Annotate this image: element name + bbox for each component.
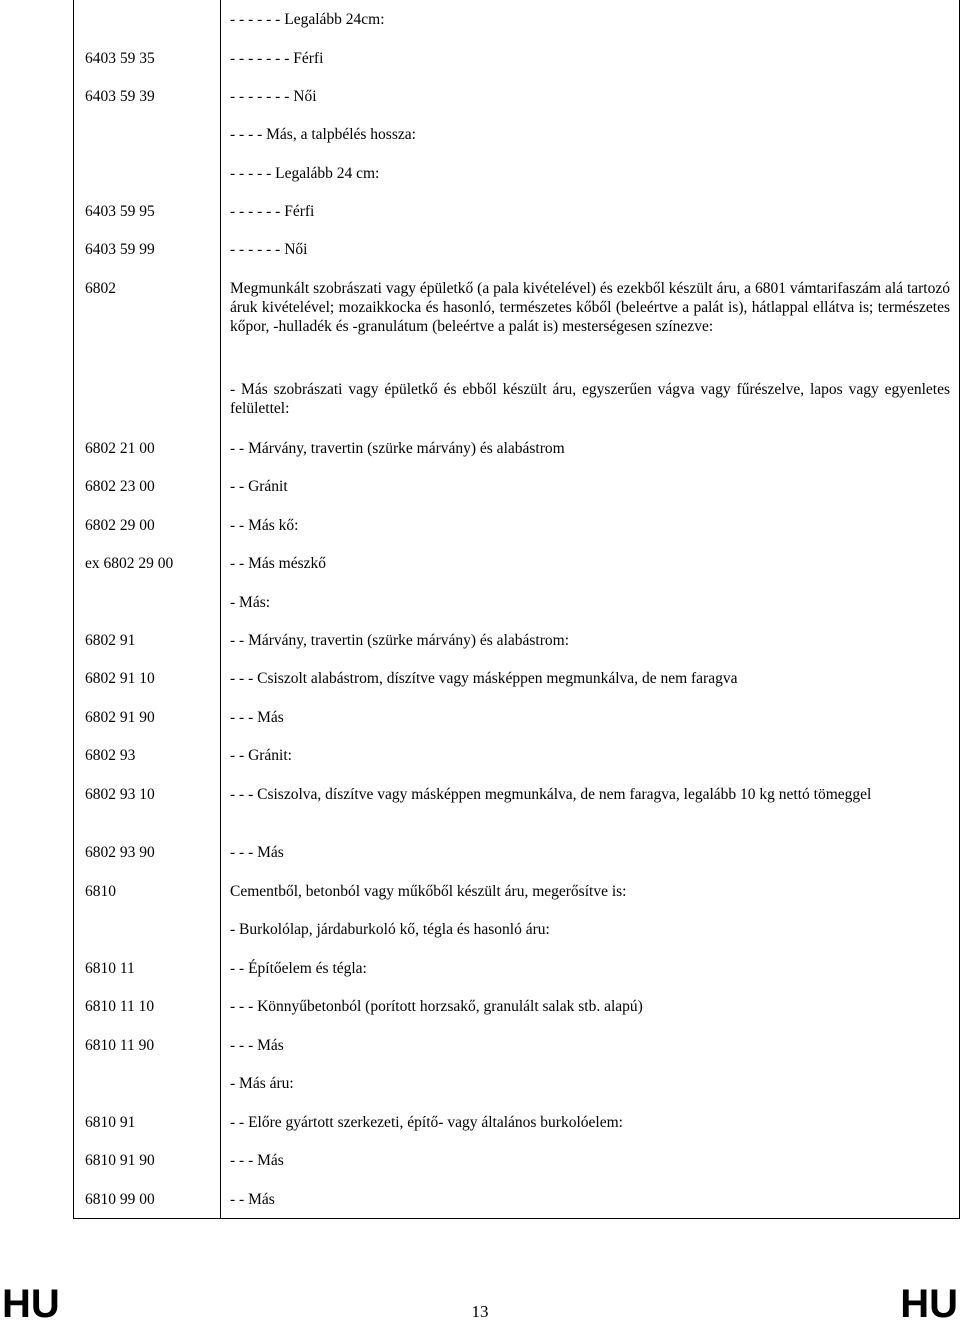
cn-code: 6802 23 00 xyxy=(85,478,155,495)
cn-code: 6810 11 10 xyxy=(85,998,155,1015)
cn-code: ex 6802 29 00 xyxy=(85,555,174,572)
description: Cementből, betonból vagy műkőből készült áru, megerősítve is: xyxy=(230,883,627,900)
cn-code: 6403 59 35 xyxy=(85,50,155,67)
cn-code: 6802 91 xyxy=(85,632,136,649)
column-divider xyxy=(220,0,221,1218)
cn-code: 6802 xyxy=(85,280,116,297)
description: - - - - Más, a talpbélés hossza: xyxy=(230,126,416,143)
description: - - - - - - - Férfi xyxy=(230,50,324,67)
cn-code: 6810 91 xyxy=(85,1114,136,1131)
description: - - - - - - Férfi xyxy=(230,203,315,220)
description: - - Márvány, travertin (szürke márvány) és alabástrom xyxy=(230,440,565,457)
page-number: 13 xyxy=(471,1302,489,1321)
description: - - - - - Legalább 24 cm: xyxy=(230,165,380,182)
cn-code: 6810 99 00 xyxy=(85,1191,155,1208)
description: - - Előre gyártott szerkezeti, építő- vagy általános burkolóelem: xyxy=(230,1114,623,1131)
description: - - - Más xyxy=(230,709,284,726)
cn-code: 6802 93 xyxy=(85,747,136,764)
cn-code: 6810 11 90 xyxy=(85,1037,155,1054)
description: - - Más mészkő xyxy=(230,555,326,572)
description: - - Márvány, travertin (szürke márvány) és alabástrom: xyxy=(230,632,569,649)
cn-code: 6802 21 00 xyxy=(85,440,155,457)
description: - Burkolólap, járdaburkoló kő, tégla és hasonló áru: xyxy=(230,921,550,938)
cn-code: 6802 29 00 xyxy=(85,517,155,534)
language-code-left: HU xyxy=(2,1282,60,1326)
description: - - - Más xyxy=(230,844,284,861)
cn-code: 6802 91 90 xyxy=(85,709,155,726)
description: - - - Más xyxy=(230,1152,284,1169)
cn-code: 6403 59 39 xyxy=(85,88,155,105)
description: - - - Más xyxy=(230,1037,284,1054)
cn-code: 6403 59 95 xyxy=(85,203,155,220)
cn-code: 6802 93 10 xyxy=(85,786,155,803)
description: - - Gránit: xyxy=(230,747,292,764)
cn-code: 6810 91 90 xyxy=(85,1152,155,1169)
language-code-right: HU xyxy=(900,1282,958,1326)
description: - - - - - - Legalább 24cm: xyxy=(230,11,385,28)
tariff-table xyxy=(73,0,960,1219)
cn-code: 6810 xyxy=(85,883,116,900)
description: - - - Csiszolt alabástrom, díszítve vagy másképpen megmunkálva, de nem faragva xyxy=(230,670,738,687)
description: - - - Csiszolva, díszítve vagy másképpen megmunkálva, de nem faragva, legalább 10 kg nettó tömeggel xyxy=(230,786,872,803)
description: - - - - - - - Női xyxy=(230,88,317,105)
description: - Más: xyxy=(230,594,271,611)
description: - - Építőelem és tégla: xyxy=(230,960,367,977)
cn-code: 6802 91 10 xyxy=(85,670,155,687)
cn-code: 6802 93 90 xyxy=(85,844,155,861)
description: - - - - - - Női xyxy=(230,241,308,258)
description: - - - Könnyűbetonból (porított horzsakő, granulált salak stb. alapú) xyxy=(230,998,643,1015)
description: - Más szobrászati vagy épületkő és ebből készült áru, egyszerűen vágva vagy fűrészelve, lapos vagy egyenletes felülettel: xyxy=(230,381,950,417)
description: - Más áru: xyxy=(230,1075,294,1092)
cn-code: 6810 11 xyxy=(85,960,135,977)
description: - - Gránit xyxy=(230,478,288,495)
description: - - Más kő: xyxy=(230,517,299,534)
description: - - Más xyxy=(230,1191,275,1208)
description: Megmunkált szobrászati vagy épületkő (a pala kivételével) és ezekből készült áru, a 6801 vámtarifaszám alá tartozó áruk kivételével; mozaikkocka és hasonló, természetes kőből (beleértve a palát is), hátlappal ellátva is; természetes kőpor, -hulladék és -granulátum (beleértve a palát is) mesterségesen színezve: xyxy=(230,280,950,335)
cn-code: 6403 59 99 xyxy=(85,241,155,258)
